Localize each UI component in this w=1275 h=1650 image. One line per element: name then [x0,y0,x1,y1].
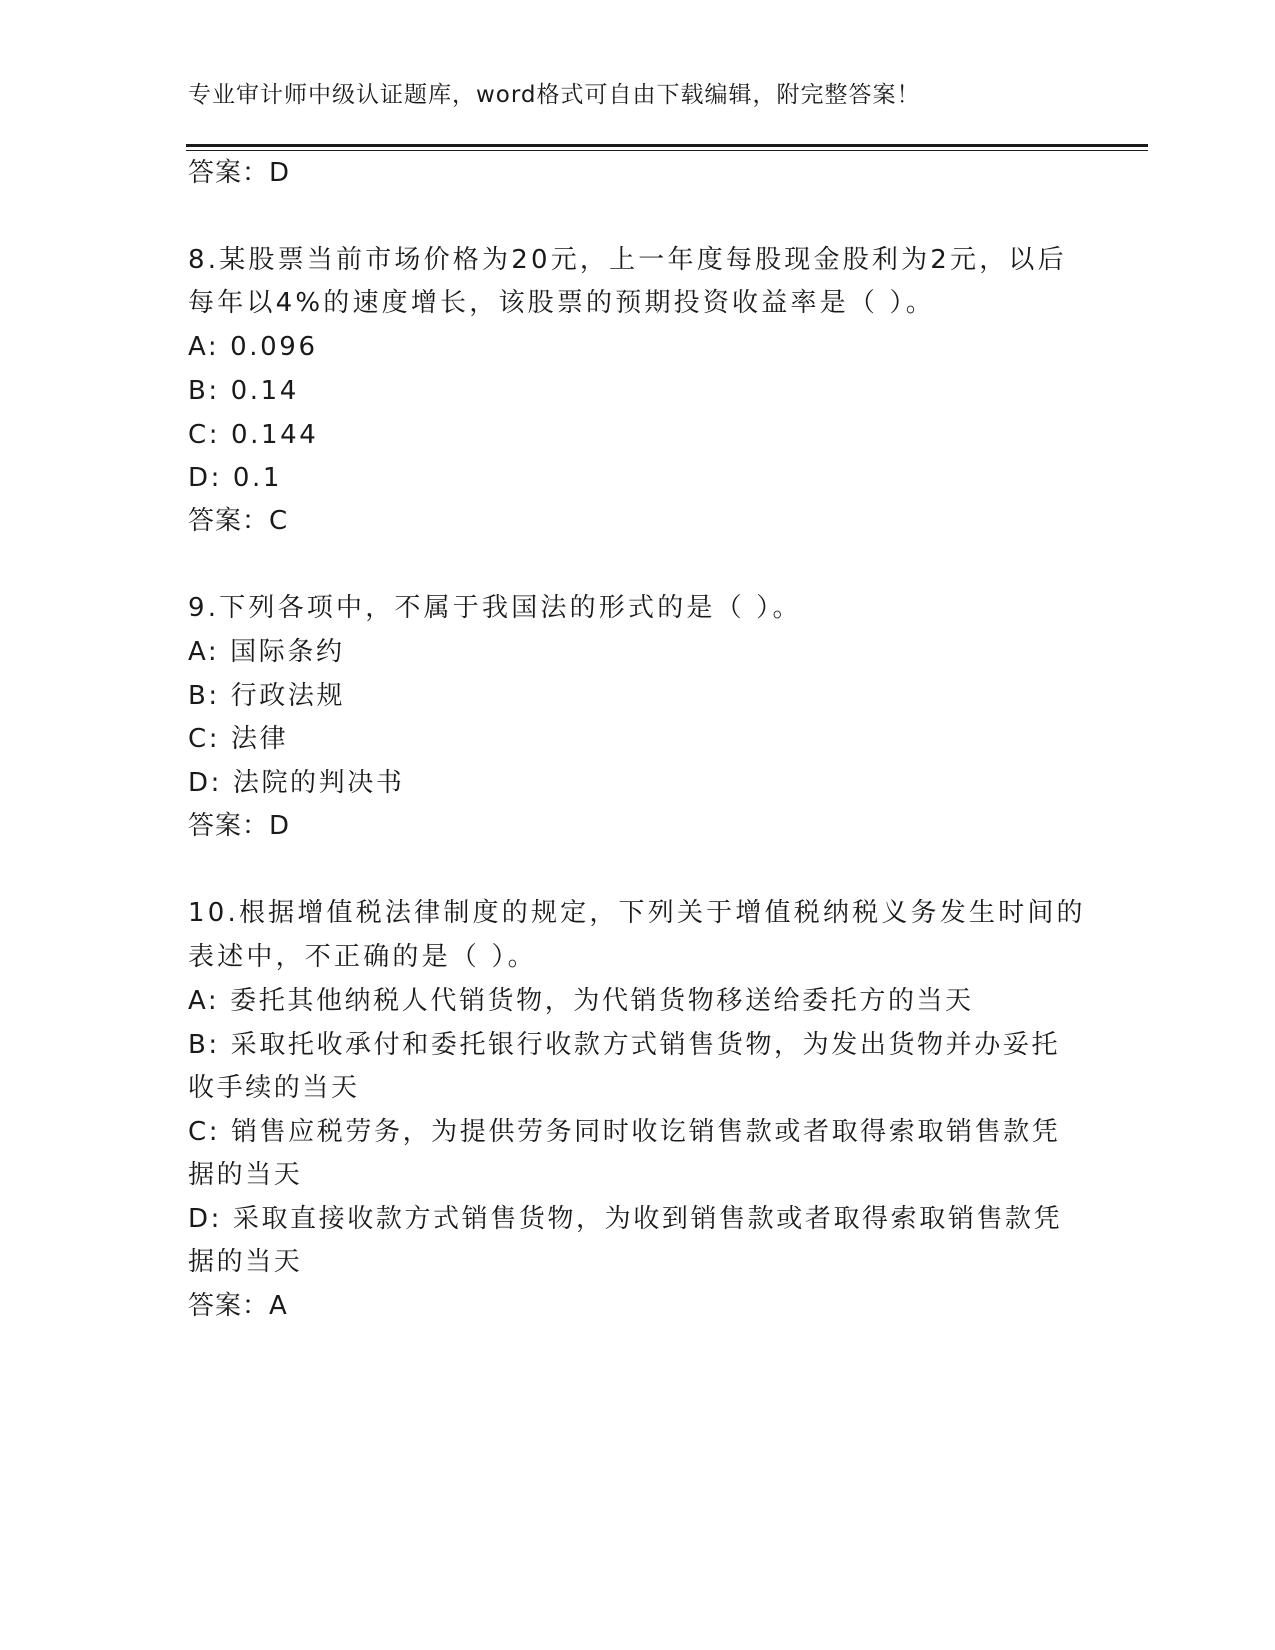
question-8-stem-line-1: 8.某股票当前市场价格为20元，上一年度每股现金股利为2元，以后 [188,245,1067,275]
question-9-option-d: D: 法院的判决书 [188,768,405,798]
question-9-option-c: C: 法律 [188,724,289,754]
question-8-option-b: B: 0.14 [188,376,299,406]
question-10-stem-line-2: 表述中，不正确的是（ ）。 [188,942,537,972]
header-rule-thick [186,144,1148,147]
question-8-option-a: A: 0.096 [188,332,318,362]
question-10-option-a: A: 委托其他纳税人代销货物，为代销货物移送给委托方的当天 [188,986,974,1016]
question-8-stem-line-2: 每年以4%的速度增长，该股票的预期投资收益率是（ ）。 [188,288,935,318]
question-10-option-c-cont: 据的当天 [188,1160,303,1190]
page-header: 专业审计师中级认证题库，word格式可自由下载编辑，附完整答案！ [188,82,921,108]
question-10-option-b-cont: 收手续的当天 [188,1073,360,1103]
question-9-answer: 答案：D [188,811,291,841]
question-10-answer: 答案：A [188,1291,288,1321]
question-8-option-d: D: 0.1 [188,463,282,493]
question-8-answer: 答案：C [188,506,289,536]
question-10-stem-line-1: 10.根据增值税法律制度的规定，下列关于增值税纳税义务发生时间的 [188,898,1086,928]
question-8-option-c: C: 0.144 [188,420,319,450]
previous-answer: 答案：D [188,158,291,188]
question-10-option-b: B: 采取托收承付和委托银行收款方式销售货物，为发出货物并办妥托 [188,1030,1061,1060]
question-10-option-d: D: 采取直接收款方式销售货物，为收到销售款或者取得索取销售款凭 [188,1204,1063,1234]
question-9-option-a: A: 国际条约 [188,637,345,667]
question-9-option-b: B: 行政法规 [188,681,346,711]
question-9-stem-line-1: 9.下列各项中，不属于我国法的形式的是（ ）。 [188,593,802,623]
question-10-option-d-cont: 据的当天 [188,1247,303,1277]
question-10-option-c: C: 销售应税劳务，为提供劳务同时收讫销售款或者取得索取销售款凭 [188,1117,1061,1147]
header-rule-thin [186,150,1148,151]
